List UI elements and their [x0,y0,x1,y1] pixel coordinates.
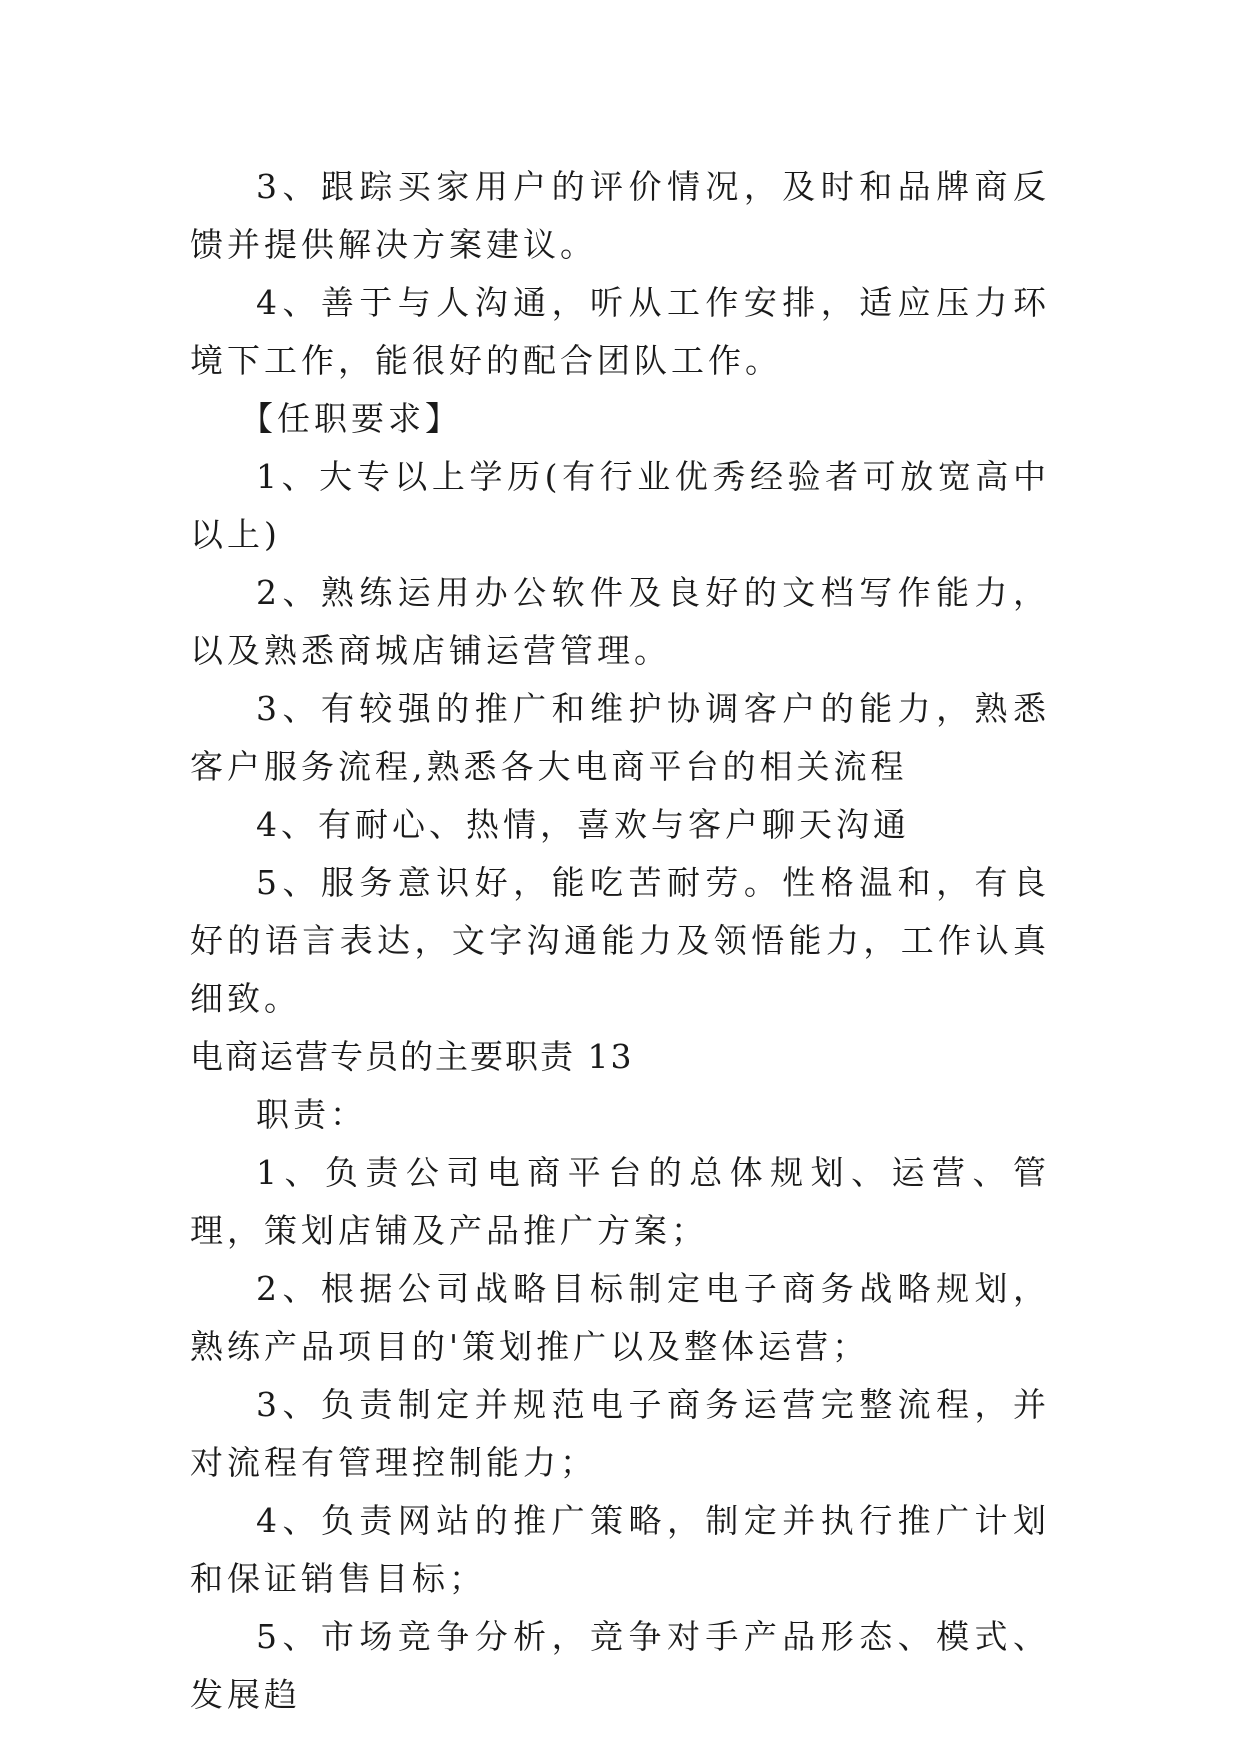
paragraph: 2、根据公司战略目标制定电子商务战略规划，熟练产品项目的'策划推广以及整体运营； [190,1269,1050,1366]
paragraph: 4、善于与人沟通，听从工作安排，适应压力环境下工作，能很好的配合团队工作。 [190,283,1050,380]
paragraph: 4、有耐心、热情，喜欢与客户聊天沟通 [256,805,910,844]
paragraph: 1、负责公司电商平台的总体规划、运营、管理，策划店铺及产品推广方案； [190,1153,1050,1250]
paragraph: 3、负责制定并规范电子商务运营完整流程，并对流程有管理控制能力； [190,1385,1050,1482]
section-heading: 【任职要求】 [240,399,462,438]
paragraph: 5、市场竞争分析，竞争对手产品形态、模式、发展趋 [190,1617,1050,1714]
paragraph: 4、负责网站的推广策略，制定并执行推广计划和保证销售目标； [190,1501,1050,1598]
paragraph: 2、熟练运用办公软件及良好的文档写作能力，以及熟悉商城店铺运营管理。 [190,573,1050,670]
paragraph: 3、跟踪买家用户的评价情况，及时和品牌商反馈并提供解决方案建议。 [190,167,1050,264]
paragraph: 1、大专以上学历(有行业优秀经验者可放宽高中以上) [190,457,1050,554]
paragraph: 3、有较强的推广和维护协调客户的能力，熟悉客户服务流程,熟悉各大电商平台的相关流程 [190,689,1050,786]
paragraph: 5、服务意识好，能吃苦耐劳。性格温和，有良好的语言表达，文字沟通能力及领悟能力，工作认真细致。 [190,863,1050,1018]
document-body [190,158,1050,1724]
paragraph: 职责： [256,1095,367,1134]
document-title: 电商运营专员的主要职责 13 [190,1037,634,1076]
